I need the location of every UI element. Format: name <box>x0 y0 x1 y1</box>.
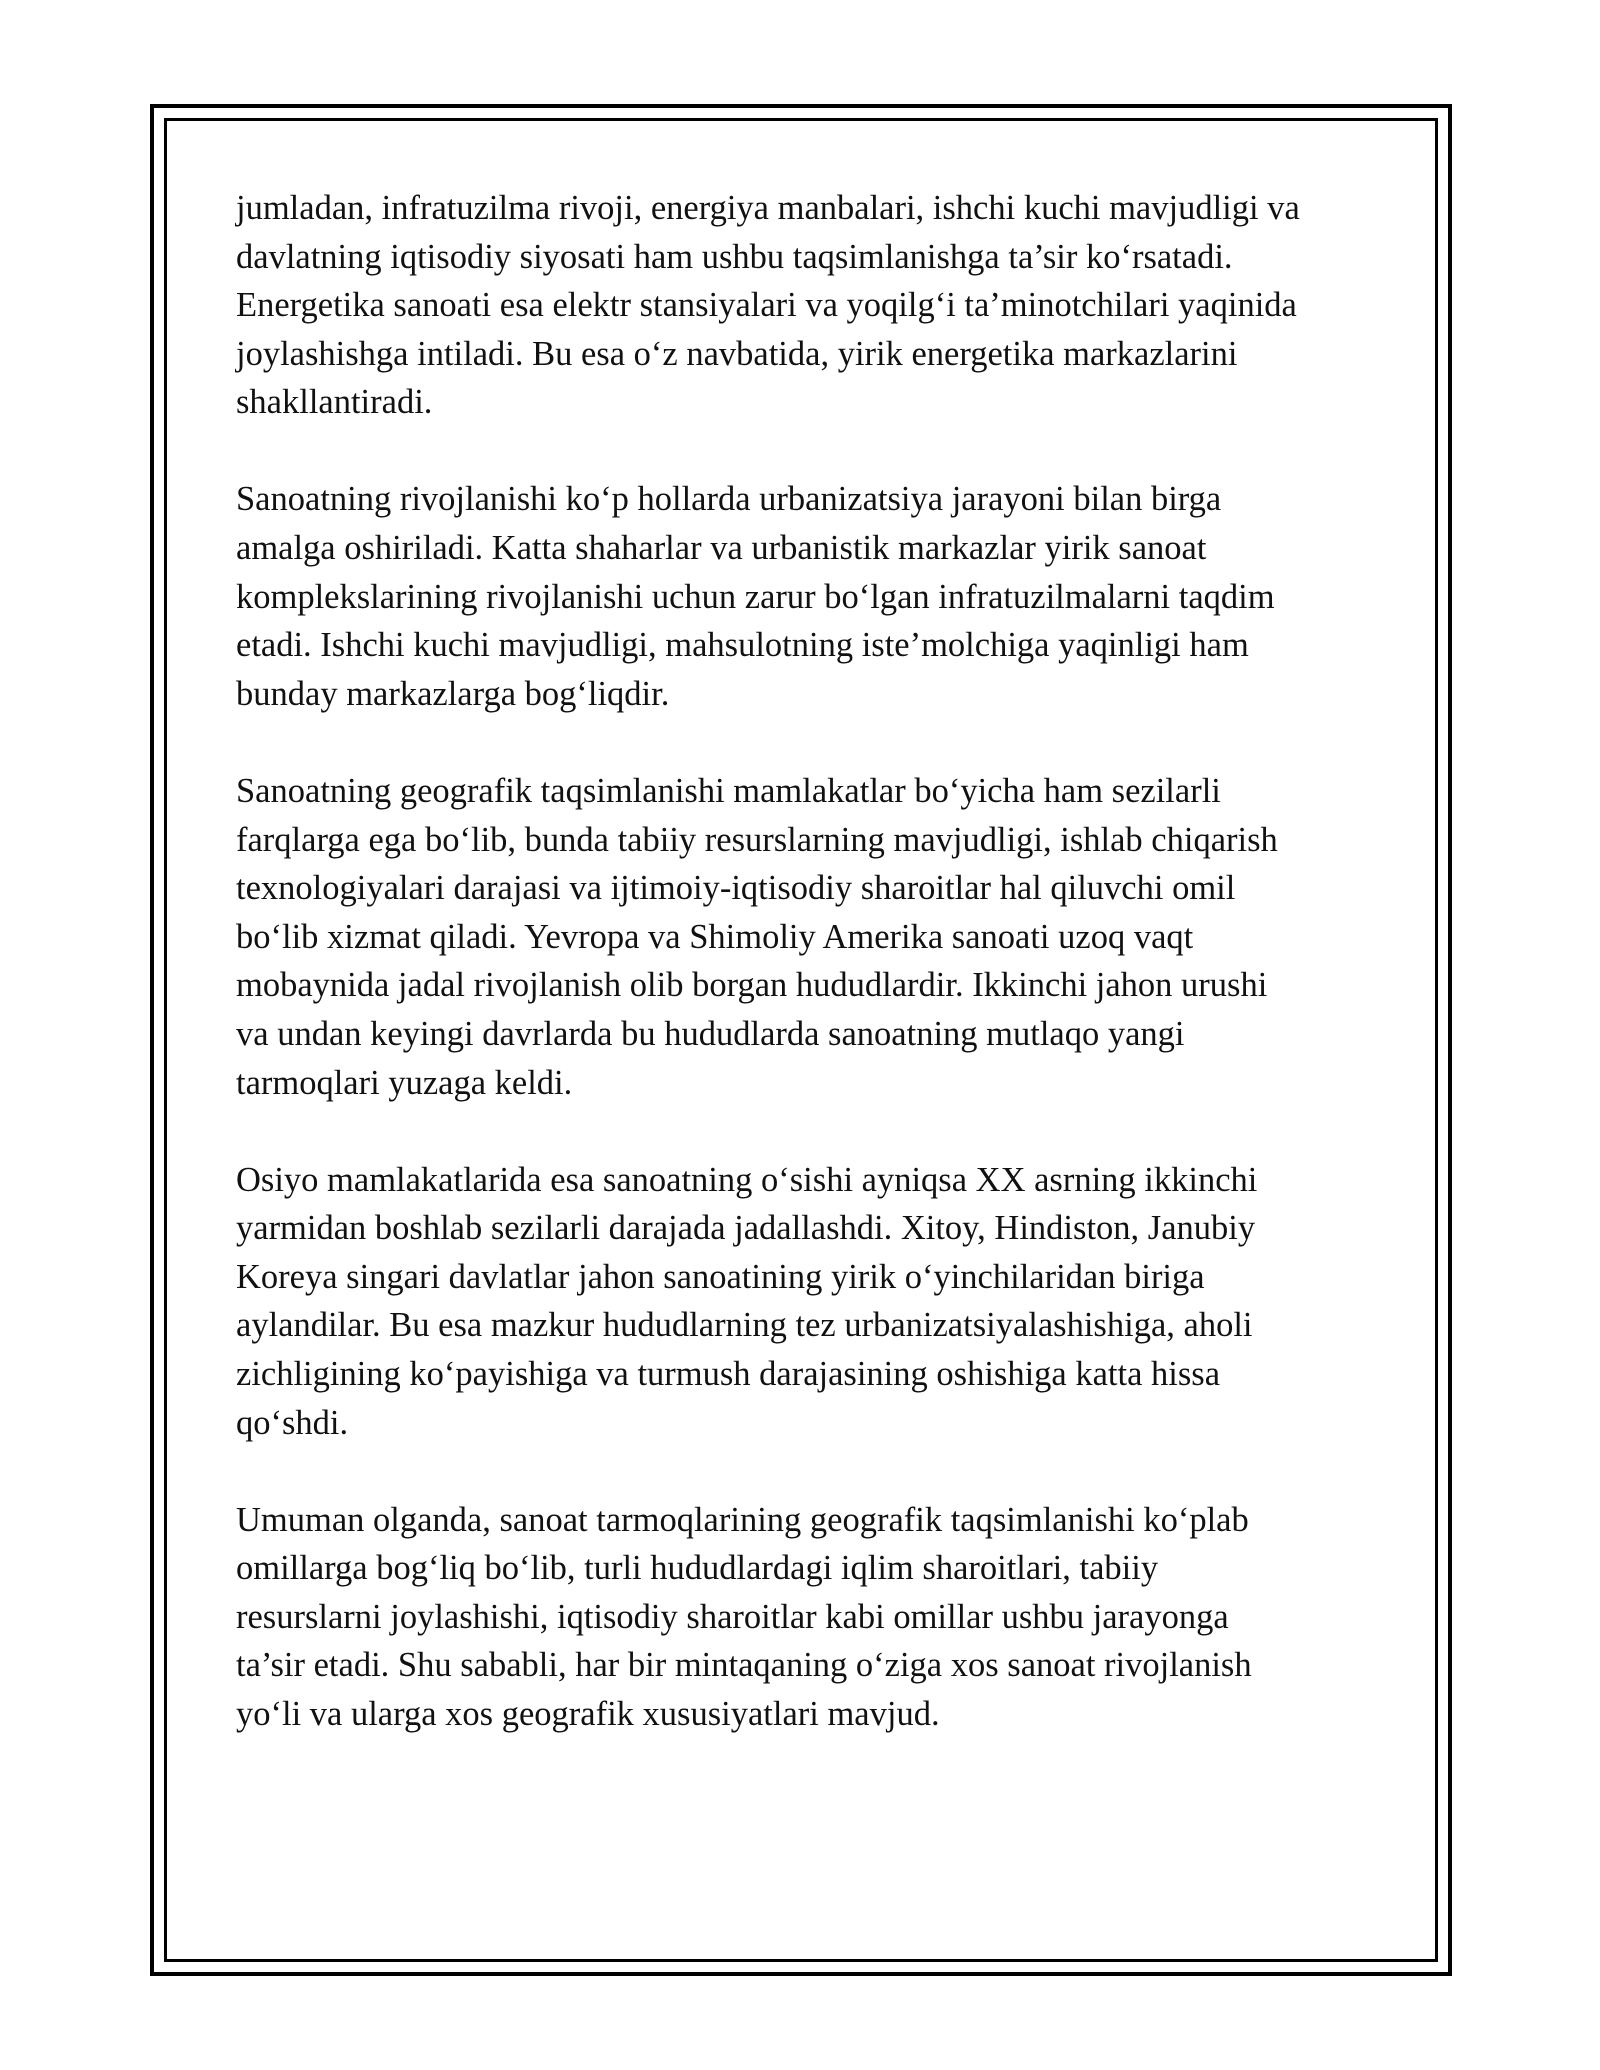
text-line: Energetika sanoati esa elektr stansiyalari va yoqilg‘i ta’minotchilari yaqinida <box>236 286 1297 325</box>
text-line: texnologiyalari darajasi va ijtimoiy-iqtisodiy sharoitlar hal qiluvchi omil <box>236 869 1236 908</box>
text-line: bo‘lib xizmat qiladi. Yevropa va Shimoliy Amerika sanoati uzoq vaqt <box>236 917 1194 956</box>
text-line: jumladan, infratuzilma rivoji, energiya manbalari, ishchi kuchi mavjudligi va <box>236 189 1300 227</box>
text-line: Umuman olganda, sanoat tarmoqlarining geografik taqsimlanishi ko‘plab <box>236 1500 1249 1539</box>
text-line: yarmidan boshlab sezilarli darajada jadallashdi. Xitoy, Hindiston, Janubiy <box>236 1209 1256 1248</box>
text-line: amalga oshiriladi. Katta shaharlar va urbanistik markazlar yirik sanoat <box>236 529 1207 568</box>
paragraph-5 <box>236 1496 1386 1739</box>
text-line: resurslarni joylashishi, iqtisodiy sharoitlar kabi omillar ushbu jarayonga <box>236 1597 1229 1636</box>
text-line: farqlarga ega bo‘lib, bunda tabiiy resurslarning mavjudligi, ishlab chiqarish <box>236 820 1278 859</box>
text-line: Sanoatning rivojlanishi ko‘p hollarda urbanizatsiya jarayoni bilan birga <box>236 480 1222 519</box>
document-body <box>236 184 1386 1787</box>
text-line: tarmoqlari yuzaga keldi. <box>236 1063 573 1102</box>
text-line: joylashishga intiladi. Bu esa o‘z navbatida, yirik energetika markazlarini <box>236 334 1238 373</box>
text-line: Osiyo mamlakatlarida esa sanoatning o‘sishi ayniqsa XX asrning ikkinchi <box>236 1160 1258 1199</box>
text-line: aylandilar. Bu esa mazkur hududlarning tez urbanizatsiyalashishiga, aholi <box>236 1306 1253 1345</box>
paragraph-4 <box>236 1156 1386 1448</box>
text-line: bunday markazlarga bog‘liqdir. <box>236 674 670 713</box>
paragraph-3 <box>236 767 1386 1107</box>
text-line: qo‘shdi. <box>236 1403 349 1442</box>
text-line: etadi. Ishchi kuchi mavjudligi, mahsulotning iste’molchiga yaqinligi ham <box>236 626 1249 665</box>
text-line: mobaynida jadal rivojlanish olib borgan hududlardir. Ikkinchi jahon urushi <box>236 966 1268 1005</box>
text-line: davlatning iqtisodiy siyosati ham ushbu taqsimlanishga ta’sir ko‘rsatadi. <box>236 237 1233 276</box>
text-line: Koreya singari davlatlar jahon sanoatining yirik o‘yinchilaridan biriga <box>236 1257 1205 1296</box>
text-line: ta’sir etadi. Shu sababli, har bir mintaqaning o‘ziga xos sanoat rivojlanish <box>236 1646 1252 1685</box>
text-line: omillarga bog‘liq bo‘lib, turli hududlardagi iqlim sharoitlari, tabiiy <box>236 1549 1159 1588</box>
paragraph-1 <box>236 184 1386 427</box>
paragraph-2 <box>236 475 1386 718</box>
text-line: va undan keyingi davrlarda bu hududlarda sanoatning mutlaqo yangi <box>236 1014 1185 1053</box>
text-line: yo‘li va ularga xos geografik xususiyatlari mavjud. <box>236 1695 940 1734</box>
text-line: Sanoatning geografik taqsimlanishi mamlakatlar bo‘yicha ham sezilarli <box>236 771 1221 810</box>
text-line: zichligining ko‘payishiga va turmush darajasining oshishiga katta hissa <box>236 1354 1221 1393</box>
text-line: shakllantiradi. <box>236 383 433 422</box>
text-line: komplekslarining rivojlanishi uchun zarur bo‘lgan infratuzilmalarni taqdim <box>236 577 1275 616</box>
